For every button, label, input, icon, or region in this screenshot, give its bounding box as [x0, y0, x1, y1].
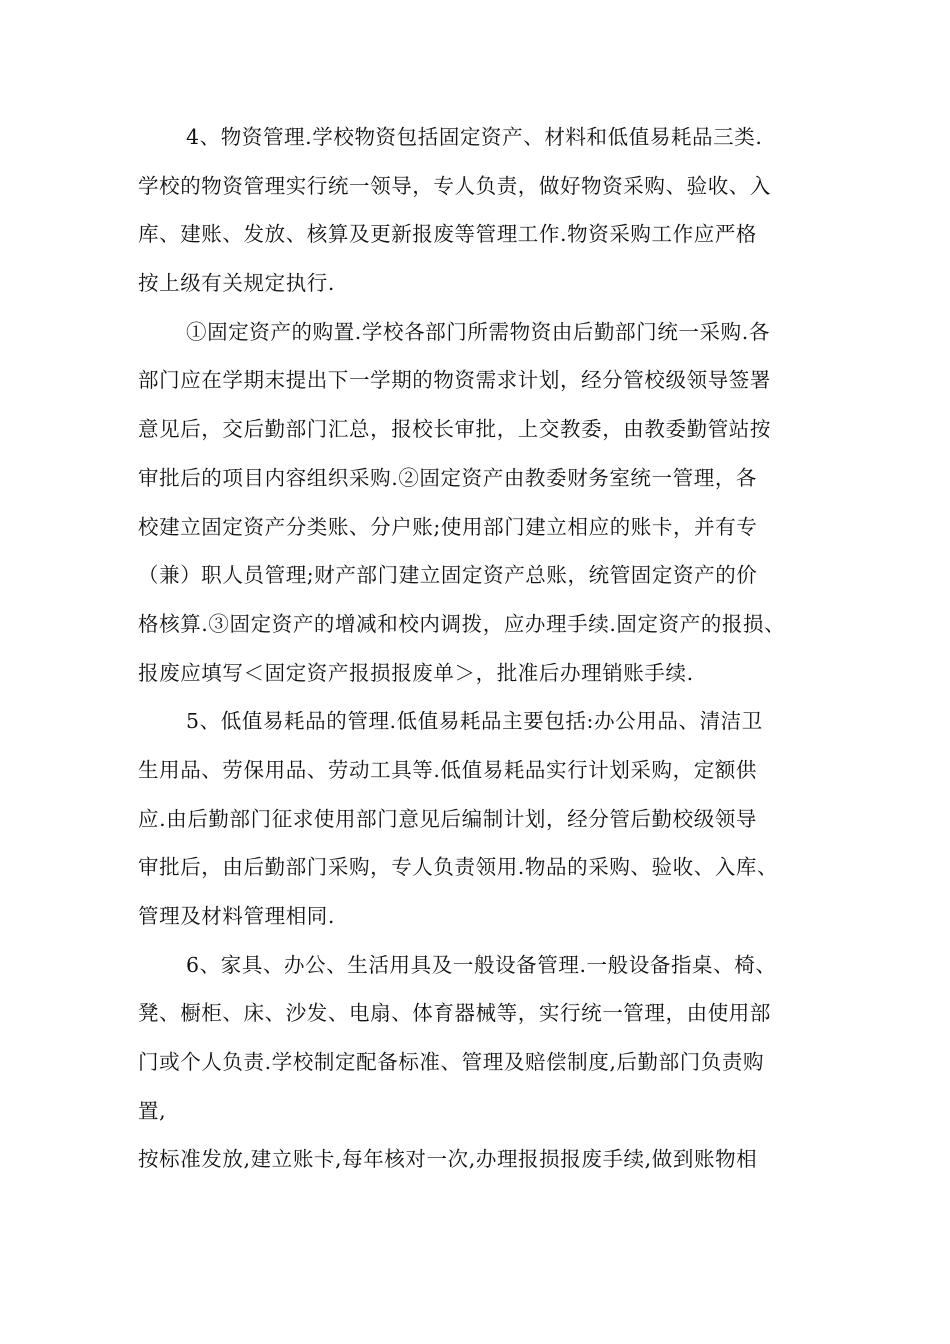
paragraph-6-line-5: 按标准发放,建立账卡,每年核对一次,办理报损报废手续,做到账物相: [138, 1147, 758, 1172]
paragraph-fixed-assets-line-5: 校建立固定资产分类账、分户账;使用部门建立相应的账卡，并有专: [138, 514, 758, 539]
paragraph-6-line-1: 6、家具、办公、生活用具及一般设备管理.一般设备指桌、椅、: [186, 952, 777, 977]
document-body: [138, 113, 838, 1184]
paragraph-4-line-4: 按上级有关规定执行.: [138, 271, 336, 296]
paragraph-4-line-1: 4、物资管理.学校物资包括固定资产、材料和低值易耗品三类.: [186, 125, 763, 149]
paragraph-fixed-assets-line-6: （兼）职人员管理;财产部门建立固定资产总账，统管固定资产的价: [138, 563, 758, 588]
paragraph-6-line-4: 置,: [138, 1098, 167, 1123]
paragraph-6-line-2: 凳、橱柜、床、沙发、电扇、体育器械等，实行统一管理，由使用部: [138, 1001, 771, 1026]
paragraph-fixed-assets-line-2: 部门应在学期末提出下一学期的物资需求计划，经分管校级领导签署: [138, 368, 771, 393]
paragraph-5-line-4: 审批后，由后勤部门采购，专人负责领用.物品的采购、验收、入库、: [138, 855, 779, 880]
paragraph-5-line-3: 应.由后勤部门征求使用部门意见后编制计划，经分管后勤校级领导: [138, 806, 758, 831]
paragraph-fixed-assets-line-7: 格核算.③固定资产的增减和校内调拨，应办理手续.固定资产的报损、: [138, 611, 786, 636]
paragraph-4-line-2: 学校的物资管理实行统一领导，专人负责，做好物资采购、验收、入: [138, 173, 771, 198]
paragraph-5-line-2: 生用品、劳保用品、劳动工具等.低值易耗品实行计划采购，定额供: [138, 757, 758, 782]
paragraph-fixed-assets-line-8: 报废应填写＜固定资产报损报废单＞，批准后办理销账手续.: [138, 660, 694, 685]
paragraph-6-line-3: 门或个人负责.学校制定配备标准、管理及赔偿制度,后勤部门负责购: [138, 1050, 765, 1075]
paragraph-5-line-5: 管理及材料管理相同.: [138, 904, 336, 928]
paragraph-5-line-1: 5、低值易耗品的管理.低值易耗品主要包括:办公用品、清洁卫: [186, 709, 763, 734]
paragraph-4-line-3: 库、建账、发放、核算及更新报废等管理工作.物资采购工作应严格: [138, 222, 758, 247]
paragraph-fixed-assets-line-4: 审批后的项目内容组织采购.②固定资产由教委财务室统一管理，各: [138, 465, 758, 490]
paragraph-fixed-assets-line-3: 意见后，交后勤部门汇总，报校长审批，上交教委，由教委勤管站按: [138, 417, 771, 442]
paragraph-fixed-assets-line-1: ①固定资产的购置.学校各部门所需物资由后勤部门统一采购.各: [186, 319, 770, 344]
